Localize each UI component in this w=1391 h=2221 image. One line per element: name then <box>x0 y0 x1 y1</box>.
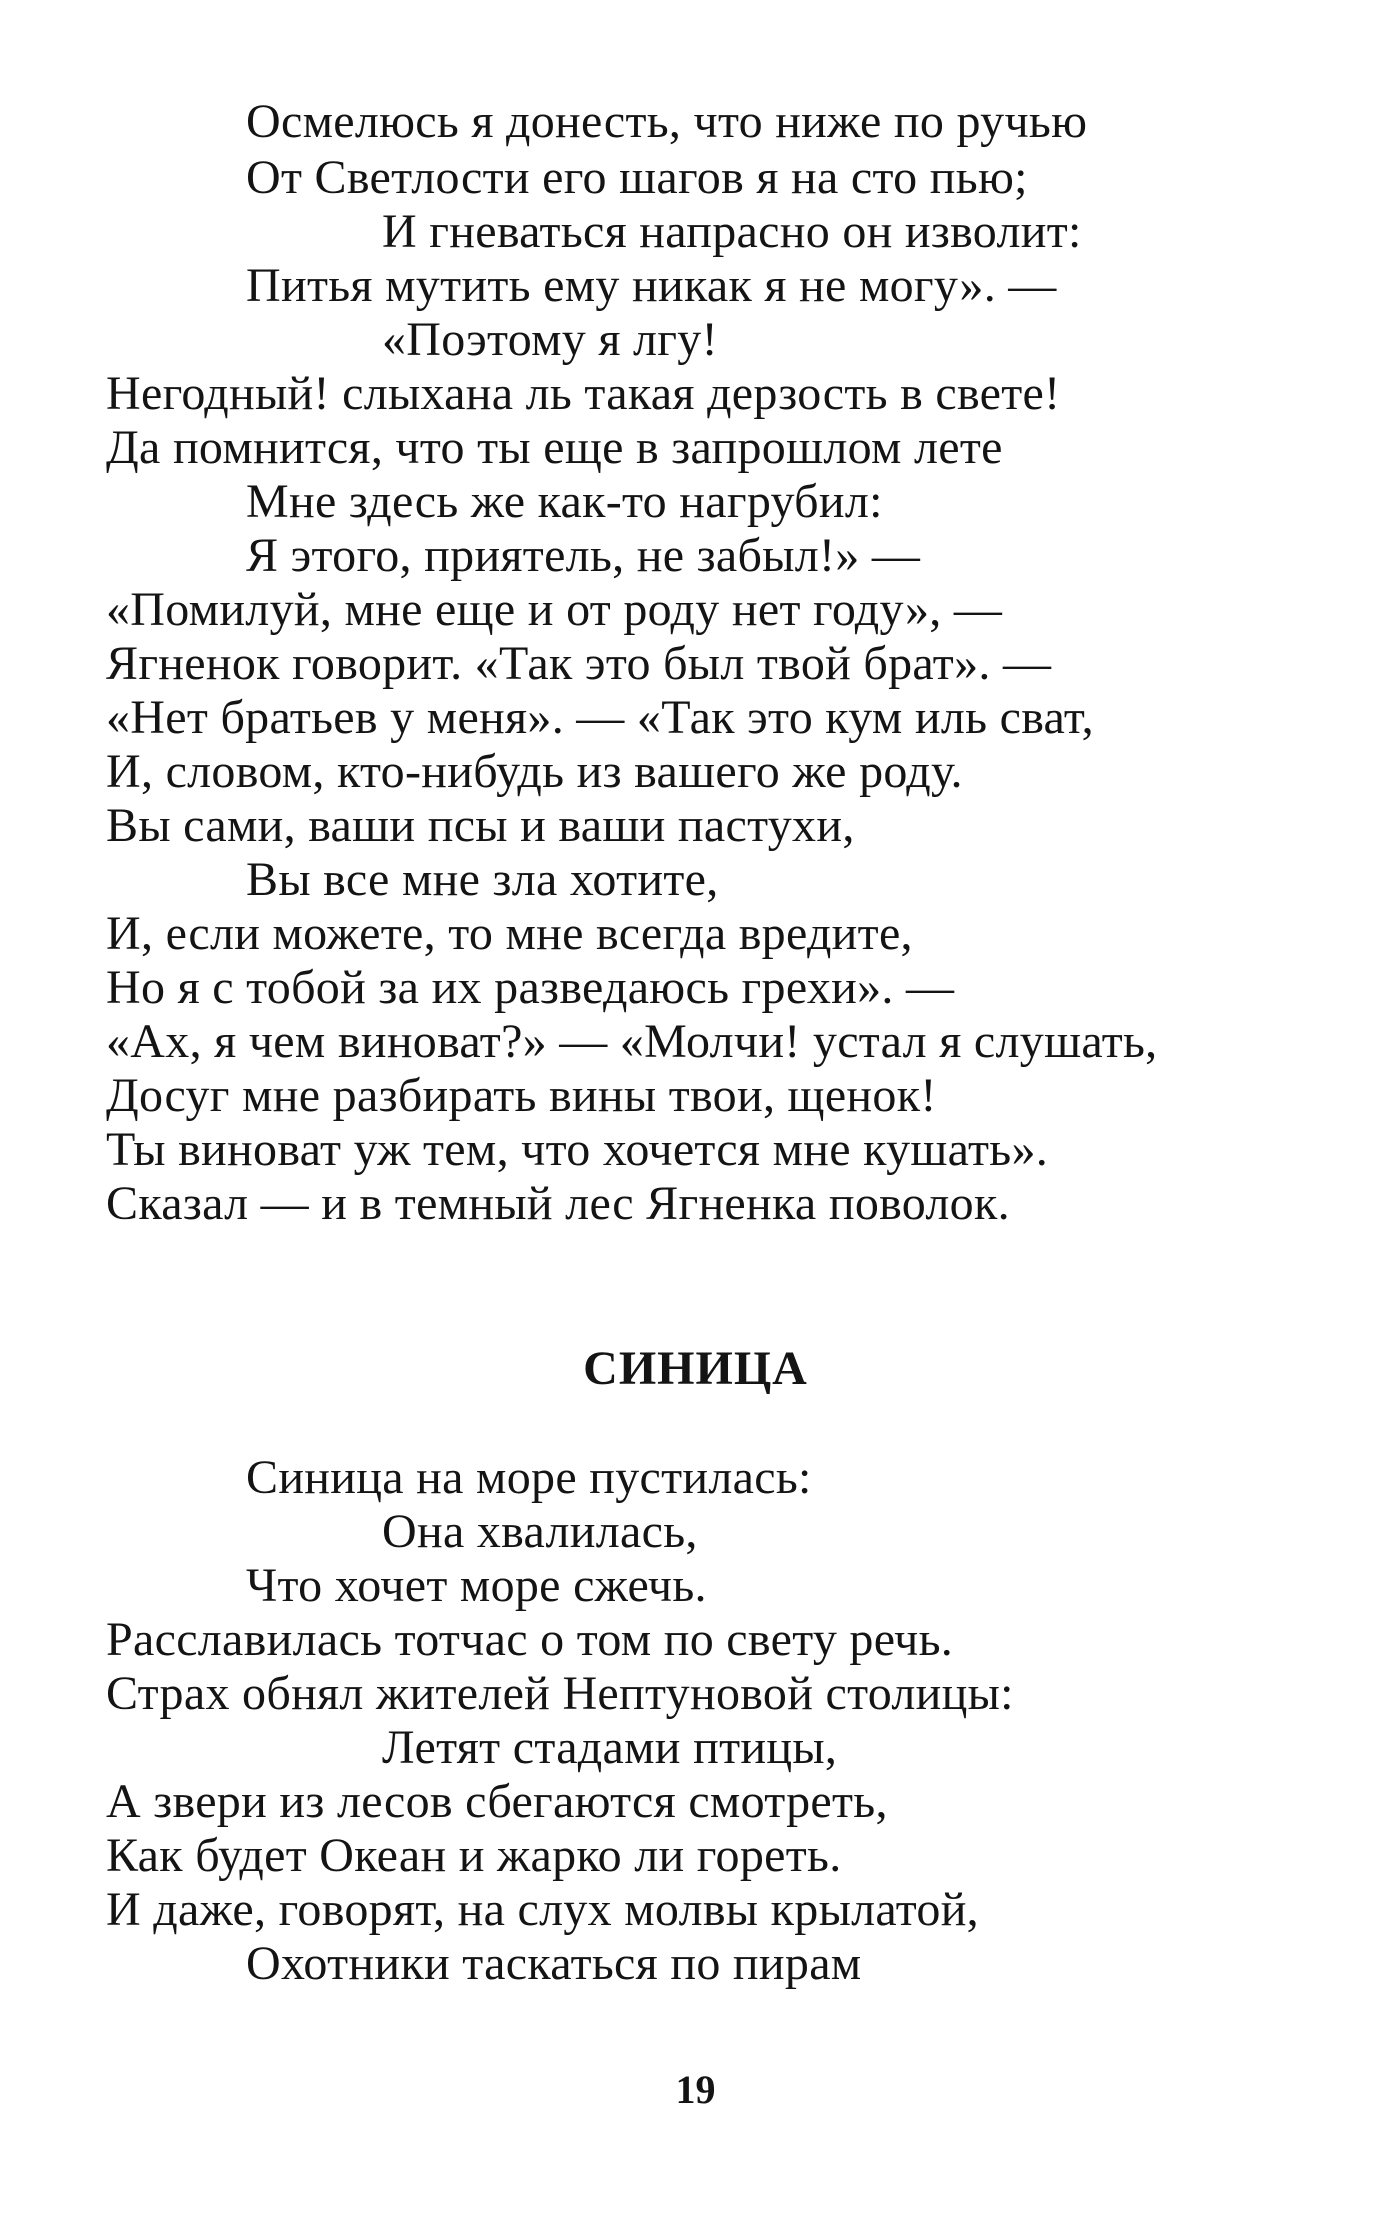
verse-line: «Помилуй, мне еще и от роду нет году», — <box>106 583 1003 636</box>
verse-line: Что хочет море сжечь. <box>246 1559 707 1612</box>
verse-line: Летят стадами птицы, <box>382 1721 838 1774</box>
verse-line: И, словом, кто-нибудь из вашего же роду. <box>106 745 963 798</box>
verse-line: Сказал — и в темный лес Ягненка поволок. <box>106 1177 1010 1230</box>
verse-line: Досуг мне разбирать вины твои, щенок! <box>106 1069 937 1122</box>
verse-line: Я этого, приятель, не забыл!» — <box>246 529 921 582</box>
fable-title: СИНИЦА <box>583 1342 808 1395</box>
verse-line: «Нет братьев у меня». — «Так это кум иль сват, <box>106 691 1094 744</box>
verse-line: Как будет Океан и жарко ли гореть. <box>106 1829 842 1882</box>
verse-line: От Светлости его шагов я на сто пью; <box>246 151 1028 204</box>
verse-line: Она хвалилась, <box>382 1505 698 1558</box>
verse-line: Но я с тобой за их разведаюсь грехи». — <box>106 961 955 1014</box>
verse-line: Расславилась тотчас о том по свету речь. <box>106 1613 954 1666</box>
verse-line: Питья мутить ему никак я не могу». — <box>246 259 1057 312</box>
verse-line: Ягненок говорит. «Так это был твой брат». — <box>106 637 1052 690</box>
verse-line: Синица на море пустилась: <box>246 1451 812 1504</box>
verse-line: Негодный! слыхана ль такая дерзость в свете! <box>106 367 1061 420</box>
verse-line: И гневаться напрасно он изволит: <box>382 205 1082 258</box>
verse-line: И, если можете, то мне всегда вредите, <box>106 907 913 960</box>
verse-line: Вы сами, ваши псы и ваши пастухи, <box>106 799 855 852</box>
verse-line: «Ах, я чем виноват?» — «Молчи! устал я слушать, <box>106 1015 1158 1068</box>
verse-line: Охотники таскаться по пирам <box>246 1937 862 1990</box>
verse-line: Осмелюсь я донесть, что ниже по ручью <box>246 95 1088 148</box>
verse-line: Вы все мне зла хотите, <box>246 853 719 906</box>
verse-line: Да помнится, что ты еще в запрошлом лете <box>106 421 1003 474</box>
verse-line: Ты виноват уж тем, что хочется мне кушать». <box>106 1123 1049 1176</box>
verse-line: «Поэтому я лгу! <box>382 313 718 366</box>
verse-line: И даже, говорят, на слух молвы крылатой, <box>106 1883 979 1936</box>
verse-line: Мне здесь же как-то нагрубил: <box>246 475 883 528</box>
verse-line: Страх обнял жителей Нептуновой столицы: <box>106 1667 1014 1720</box>
page-number: 19 <box>675 2067 716 2112</box>
verse-line: А звери из лесов сбегаются смотреть, <box>106 1775 888 1828</box>
